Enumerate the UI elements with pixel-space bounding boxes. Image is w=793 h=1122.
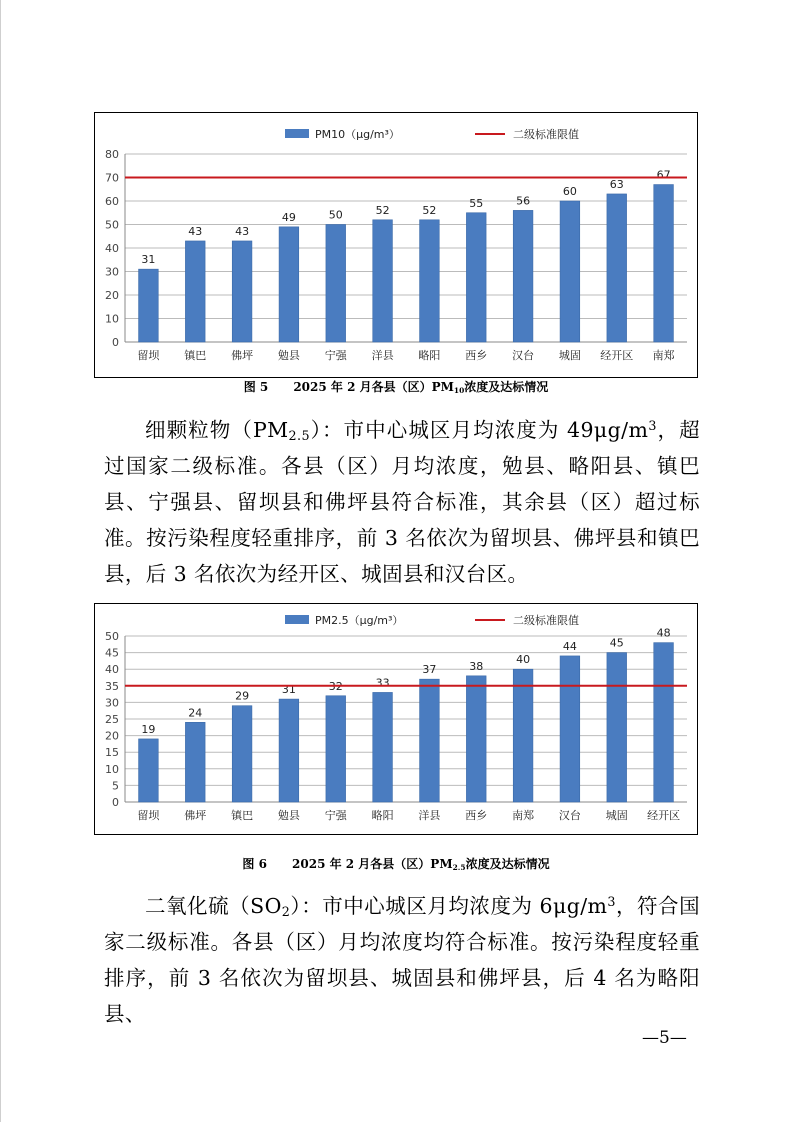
pm25-category-label: 西乡 <box>465 809 488 822</box>
pm25-category-label: 略阳 <box>371 809 394 822</box>
pm10-category-label: 西乡 <box>465 349 488 362</box>
pm25-data-label: 19 <box>141 722 156 736</box>
pm10-y-tick-label: 60 <box>105 195 119 208</box>
page-left-edge <box>0 0 1 1122</box>
so2-text-a: 二氧化硫（SO <box>145 894 282 918</box>
pm25-text-sup: 3 <box>648 418 657 434</box>
pm25-data-label: 24 <box>188 706 203 720</box>
pm10-legend-bar-name: PM10（μg/m³） <box>315 128 400 141</box>
pm25-y-tick-label: 30 <box>105 696 119 710</box>
pm25-chart <box>94 603 698 835</box>
pm25-category-label: 佛坪 <box>184 809 207 822</box>
pm25-bar <box>420 679 440 802</box>
pm25-bar <box>232 706 252 802</box>
pm10-bar <box>185 241 205 342</box>
pm25-bar <box>560 656 580 802</box>
pm25-data-label: 31 <box>281 683 296 697</box>
so2-paragraph <box>104 888 700 1032</box>
pm25-data-label: 44 <box>562 639 577 653</box>
pm10-category-label: 略阳 <box>418 349 441 362</box>
pm25-bar <box>466 676 486 802</box>
pm10-category-label: 镇巴 <box>184 349 207 362</box>
figure-5-label: 图 5 <box>243 380 269 394</box>
figure-6-title-sub: 2.5 <box>452 862 466 872</box>
pm10-data-label: 50 <box>328 208 343 222</box>
pm25-y-tick-label: 45 <box>105 646 119 660</box>
figure-5-title-sub: 10 <box>453 385 465 395</box>
pm25-y-tick-label: 40 <box>105 663 119 677</box>
pm10-legend <box>285 127 579 141</box>
pm25-legend-bar-name: PM2.5（μg/m³） <box>315 614 404 627</box>
pm25-data-label: 48 <box>656 626 671 640</box>
pm25-data-label: 32 <box>328 679 343 693</box>
pm25-data-label: 37 <box>422 663 437 677</box>
pm25-text-sub: 2.5 <box>288 428 310 444</box>
pm25-category-label: 留坝 <box>137 809 160 822</box>
pm25-category-label: 宁强 <box>324 809 347 822</box>
pm10-bar <box>139 269 159 342</box>
pm10-y-tick-label: 80 <box>105 148 119 161</box>
pm25-y-tick-label: 15 <box>105 746 119 760</box>
pm25-paragraph <box>104 412 700 592</box>
pm10-y-tick-label: 70 <box>105 171 119 185</box>
pm10-data-label: 55 <box>469 196 484 210</box>
pm25-category-label: 南郑 <box>512 809 535 822</box>
pm10-y-tick-label: 40 <box>105 242 119 255</box>
pm25-data-label: 33 <box>375 676 390 690</box>
pm25-bar <box>279 699 299 802</box>
pm25-category-label: 经开区 <box>647 809 681 822</box>
pm10-category-label: 勉县 <box>277 349 300 362</box>
pm25-data-label: 38 <box>469 659 484 673</box>
pm10-y-tick-label: 20 <box>105 289 119 302</box>
figure-6-title-pre: 2025 年 2 月各县（区）PM <box>292 857 453 871</box>
pm25-bar <box>373 692 393 802</box>
pm10-data-label: 67 <box>656 168 671 182</box>
pm10-chart <box>94 112 698 378</box>
pm25-legend-bar-swatch <box>285 615 309 624</box>
pm25-category-label: 城固 <box>605 809 628 822</box>
pm10-data-label: 56 <box>516 194 531 208</box>
pm25-y-tick-label: 10 <box>105 762 119 776</box>
pm10-category-label: 宁强 <box>324 349 347 362</box>
pm10-bar <box>654 185 674 342</box>
pm10-bar <box>466 213 486 342</box>
pm25-data-label: 29 <box>235 689 250 703</box>
so2-text-sup: 3 <box>607 894 616 910</box>
pm10-y-tick-label: 10 <box>105 312 119 326</box>
pm10-chart-svg <box>95 113 697 377</box>
pm10-category-label: 佛坪 <box>231 349 254 362</box>
pm10-data-label: 43 <box>188 224 203 238</box>
page-number: —5— <box>642 1028 687 1048</box>
pm10-y-tick-label: 30 <box>105 265 119 279</box>
pm25-bar <box>654 643 674 802</box>
pm25-legend <box>285 613 579 627</box>
figure-6-caption <box>94 855 698 872</box>
pm25-category-label: 洋县 <box>418 809 441 822</box>
pm10-bar <box>420 220 440 342</box>
pm25-y-tick-label: 5 <box>112 779 119 793</box>
pm10-category-label: 汉台 <box>512 349 535 362</box>
pm10-bar <box>232 241 252 342</box>
pm25-data-label: 45 <box>609 636 624 650</box>
figure-6-label: 图 6 <box>242 857 267 871</box>
pm25-bar <box>139 739 159 802</box>
pm10-bar <box>560 201 580 342</box>
pm25-bar <box>185 722 205 802</box>
pm10-category-label: 洋县 <box>371 349 394 362</box>
figure-5-title-pre: 2025 年 2 月各县（区）PM <box>293 380 454 394</box>
pm10-data-label: 49 <box>281 210 296 224</box>
pm10-data-label: 43 <box>235 224 250 238</box>
pm25-text-a: 细颗粒物（PM <box>145 418 289 442</box>
pm10-y-tick-label: 0 <box>112 336 119 349</box>
pm25-y-tick-label: 35 <box>105 679 119 693</box>
pm25-text-b: ）：市中心城区月均浓度为 49μg/m <box>309 418 649 442</box>
pm25-bar <box>513 669 533 802</box>
pm25-category-label: 汉台 <box>558 809 581 822</box>
pm10-category-label: 城固 <box>558 349 581 362</box>
pm10-legend-line-name: 二级标准限值 <box>513 128 579 141</box>
pm10-category-label: 南郑 <box>652 349 675 362</box>
pm10-bar <box>607 194 627 342</box>
pm25-category-label: 勉县 <box>277 809 300 822</box>
so2-text-sub: 2 <box>281 904 291 920</box>
pm10-data-label: 52 <box>422 203 437 217</box>
so2-text-b: ）：市中心城区月均浓度为 6μg/m <box>290 894 608 918</box>
pm10-bar <box>326 225 346 343</box>
pm25-chart-svg <box>95 604 697 834</box>
pm25-y-tick-label: 50 <box>105 630 119 643</box>
pm10-y-tick-label: 50 <box>105 218 119 232</box>
pm25-bar <box>607 653 627 802</box>
pm25-bar <box>326 696 346 802</box>
pm10-data-label: 52 <box>375 203 390 217</box>
pm25-legend-line-name: 二级标准限值 <box>513 614 579 627</box>
figure-5-caption <box>94 378 698 395</box>
so2-text-c: ，符合国家二级标准。各县（区）月均浓度均符合标准。按污染程度轻重排序，前 3 名依次为留坝县、城固县和佛坪县，后 4 名为略阳县、 <box>104 894 700 1026</box>
pm25-text-c: ，超过国家二级标准。各县（区）月均浓度，勉县、略阳县、镇巴县、宁强县、留坝县和佛坪县符合标准，其余县（区）超过标准。按污染程度轻重排序，前 3 名依次为留坝县、佛坪县和镇巴县，后 3 名依次为经开区、城固县和汉台区。 <box>104 418 700 586</box>
pm10-bar <box>513 210 533 342</box>
pm25-category-label: 镇巴 <box>231 809 254 822</box>
figure-5-title-post: 浓度及达标情况 <box>464 380 549 394</box>
pm10-data-label: 63 <box>609 177 624 191</box>
pm25-y-tick-label: 20 <box>105 729 119 743</box>
pm25-y-tick-label: 25 <box>105 713 119 726</box>
pm10-data-label: 31 <box>141 253 156 267</box>
pm10-category-label: 经开区 <box>600 349 634 362</box>
pm25-y-tick-label: 0 <box>112 796 119 809</box>
figure-6-title-post: 浓度及达标情况 <box>465 857 550 871</box>
pm25-data-label: 40 <box>516 653 531 667</box>
pm10-legend-bar-swatch <box>285 129 309 138</box>
pm10-data-label: 60 <box>562 185 577 198</box>
pm10-bar <box>373 220 393 342</box>
pm10-category-label: 留坝 <box>137 349 160 362</box>
pm10-bar <box>279 227 299 342</box>
